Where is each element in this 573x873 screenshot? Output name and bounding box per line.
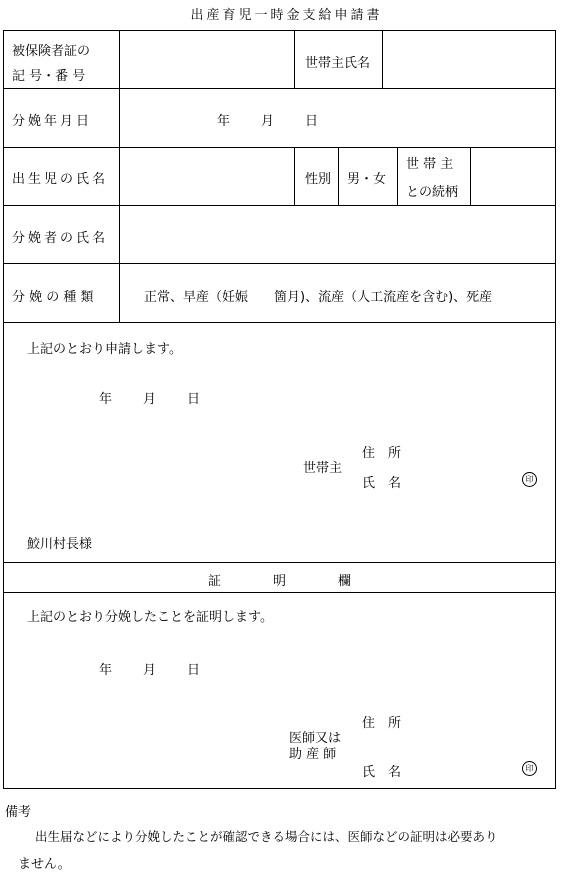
row-divider <box>3 562 556 563</box>
insurance-card-label-1: 被保険者証の <box>12 44 91 59</box>
mother-name-field[interactable] <box>121 207 554 262</box>
column-divider <box>294 30 295 89</box>
child-name-field[interactable] <box>121 149 293 204</box>
row-divider <box>3 147 556 148</box>
householder-name-label: 世帯主氏名 <box>305 56 371 71</box>
applicant-name-label: 氏 名 <box>362 476 402 491</box>
application-date-month[interactable]: 月 <box>143 392 157 407</box>
notes-heading: 備考 <box>5 805 32 820</box>
row-divider <box>3 592 556 593</box>
child-name-label: 出生児の氏名 <box>12 172 109 187</box>
insurance-number-field[interactable] <box>121 32 293 87</box>
column-divider <box>119 30 120 323</box>
insurance-card-label-2: 記 号・番 号 <box>12 69 86 84</box>
notes-line-1: 出生届などにより分娩したことが確認できる場合には、医師などの証明は必要あり <box>35 829 498 844</box>
application-date-year[interactable]: 年 <box>99 392 113 407</box>
certification-header: 証 明 欄 <box>207 574 351 589</box>
certification-date-month[interactable]: 月 <box>143 663 157 678</box>
row-divider <box>3 88 556 89</box>
certification-date-day[interactable]: 日 <box>187 663 201 678</box>
application-date-day[interactable]: 日 <box>187 392 201 407</box>
delivery-type-label: 分 娩 の 種 類 <box>12 290 94 305</box>
mother-name-label: 分娩者の氏名 <box>12 231 109 246</box>
applicant-address-label: 住 所 <box>362 446 402 461</box>
householder-name-field[interactable] <box>384 32 554 87</box>
application-statement: 上記のとおり申請します。 <box>27 342 182 357</box>
row-divider <box>3 263 556 264</box>
column-divider <box>397 147 398 206</box>
row-divider <box>3 322 556 323</box>
application-form-table <box>3 30 556 789</box>
column-divider <box>338 147 339 206</box>
delivery-type-options[interactable]: 正常、早産（妊娠 箇月)、流産（人工流産を含む)、死産 <box>144 290 493 305</box>
certifier-name-label: 氏 名 <box>362 765 402 780</box>
relation-label-1: 世 帯 主 <box>406 157 454 172</box>
sex-selector[interactable]: 男・女 <box>347 172 387 187</box>
relation-label-2: との続柄 <box>406 185 459 200</box>
seal-icon: 印 <box>522 761 537 776</box>
relation-field[interactable] <box>472 149 554 204</box>
birth-date-month[interactable]: 月 <box>261 114 275 129</box>
notes-line-2: ません。 <box>18 857 71 872</box>
column-divider <box>382 30 383 89</box>
doctor-label-1: 医師又は <box>289 731 342 746</box>
row-divider <box>3 205 556 206</box>
birth-date-day[interactable]: 日 <box>305 114 319 129</box>
householder-label: 世帯主 <box>303 461 343 476</box>
seal-icon: 印 <box>522 472 537 487</box>
column-divider <box>294 147 295 206</box>
form-title: 出産育児一時金支給申請書 <box>190 8 383 23</box>
sex-label: 性別 <box>305 172 332 187</box>
column-divider <box>470 147 471 206</box>
birth-date-label: 分娩年月日 <box>12 114 93 129</box>
certification-statement: 上記のとおり分娩したことを証明します。 <box>27 610 273 625</box>
doctor-label-2: 助 産 師 <box>289 747 337 762</box>
addressee: 鮫川村長様 <box>27 537 93 552</box>
birth-date-year[interactable]: 年 <box>217 114 231 129</box>
certification-date-year[interactable]: 年 <box>99 663 113 678</box>
certifier-address-label: 住 所 <box>362 716 402 731</box>
